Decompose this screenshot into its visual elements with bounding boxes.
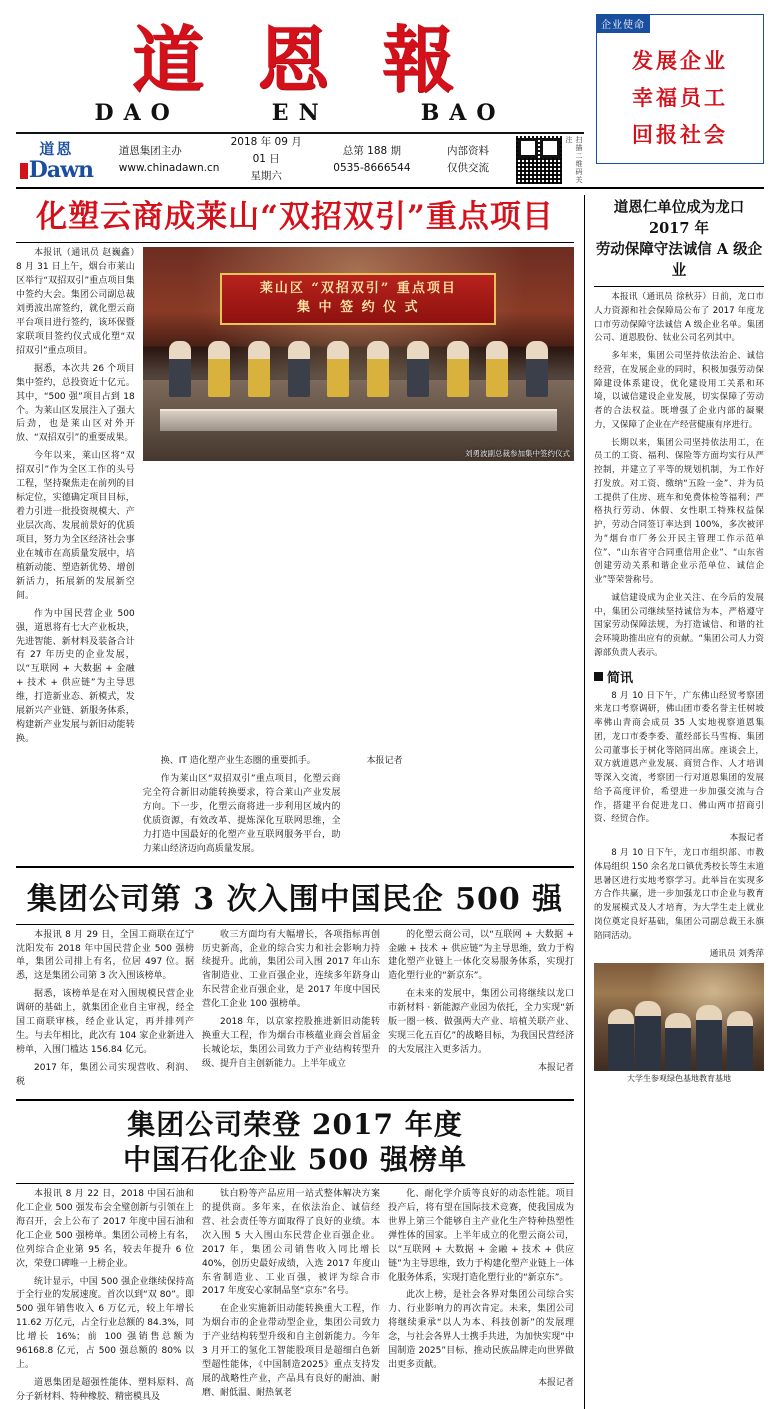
mid-p-3: 2017 年，集团公司实现营收、利润、税 bbox=[16, 1063, 195, 1087]
issue-date: 2018 年 09 月 01 日 bbox=[230, 136, 302, 166]
side-p-3: 长期以来，集团公司坚持依法用工，在员工的工资、福利、保险等方面均实行从严控制，并建立了平等的规划机制，为工作好打发放。对工资、缴纳“五险一金”、并为员工提供了住房、班车和免费体检等福利；严格执行劳动、休假、女性职工特殊权益保护，劳动合同签订率达到 100%，多次被评为“烟台市厂务公开民主管理工作示范单位”、“山东省守合同重信用企业”、“山东省创建劳动关系和谐企业示范单位、诚信企业”等荣誉称号。 bbox=[594, 437, 764, 586]
briefs-section-title bbox=[594, 667, 764, 686]
mid-p-5: 2018 年，以京家控股推进新旧动能转换重大工程，作为烟台市核蕴业商会首届金长城论坛，集团公司致力于产业结构转型升级、提升自主创新能力。上半年成立 bbox=[202, 1017, 381, 1069]
photo-banner-line-1: 莱山区 “双招双引” 重点项目 bbox=[259, 281, 457, 297]
photo-credit: 刘勇波副总裁参加集中签约仪式 bbox=[465, 449, 570, 459]
brand-logo-cn: 道恩 bbox=[39, 140, 74, 159]
lead-story-continued bbox=[16, 755, 574, 861]
publisher-info bbox=[107, 143, 220, 177]
brief-p-2: 8 月 10 日下午，龙口市组织部、市教体局组织 150 余名龙口镇优秀校长等生末道思暑区进行实地考察学习。此举旨在实现多方合作共赢，进一步加强龙口市企业与教育的发展模式及人才培育，为大学生走上就业岗位奠定良好基础，集团公司副总裁王永旗陪同活动。 bbox=[594, 848, 764, 941]
lead-p-4: 作为中国民营企业 500 强，道恩将有七大产业板块，先进智能、新材料及装备合计有 27 年历史的企业发展，以“互联网 + 大数据 + 金融 + 技术 + 供应链”为主导思维，打造新业态、新模式，发展新兴产业链、新服务体系，构建新产业发展与新旧动能转换。 bbox=[16, 608, 135, 745]
person-figure bbox=[169, 341, 191, 397]
lead-col-1b bbox=[16, 755, 135, 861]
low-col-3 bbox=[388, 1188, 574, 1409]
low-col-1 bbox=[16, 1188, 194, 1409]
mission-line-1: 发展企业 bbox=[632, 48, 728, 73]
side-p-4: 诚信建设成为企业关注、在今后的发展中，集团公司继续坚持诚信为本，严格遵守国家劳动保障法规，为打造诚信、和谐的社会环境助推出应有的贡献。“集团公司人力资源部负责人表示。 bbox=[594, 592, 764, 658]
low-signature: 本报记者 bbox=[537, 1378, 574, 1389]
mid-col-3 bbox=[388, 929, 574, 1094]
visitor-figure bbox=[635, 1001, 661, 1071]
brand-logo-en bbox=[20, 157, 94, 184]
mission-label: 企业使命 bbox=[596, 14, 650, 33]
low-p-1: 本报讯 8 月 22 日，2018 中国石油和化工企业 500 强发布会全璧创新与引领在上海召开，会上公布了 2017 年度中国石油和化工企业 500 强榜单。集团公司榜上有名，位列综合企业第 95 名，较去年提升 6 位次，荣登口碑唯一上榜企业。 bbox=[16, 1188, 195, 1269]
lead-photo-block bbox=[143, 247, 574, 751]
contact-phone: 0535-8666544 bbox=[333, 161, 411, 174]
masthead-info bbox=[16, 134, 584, 184]
side-p-1: 本报讯（通讯员 徐秋芬）日前，龙口市人力资源和社会保障局公布了 2017 年度龙口市劳动保障守法诚信 A 级企业名单。集团公司、道恩股份、钛业公司名列其中。 bbox=[594, 292, 764, 344]
issue-number: 总第 188 期 bbox=[342, 144, 402, 157]
side-headline-line-1: 道恩仁单位成为龙口 2017 年 bbox=[613, 199, 745, 238]
education-base-photo-caption: 大学生参观绿色基地教育基地 bbox=[627, 1074, 731, 1084]
lead-p-7: 作为莱山区“双招双引”重点项目，化塑云商完全符合新旧动能转换要求，符合莱山产业发展方向。下一步，化塑云商将进一步利用区域内的优质资源，有效改革、提炼深化互联网思维，全力打造中国最好的化塑产业互联网服务平台，助力莱山经济迈向高质量发展。 bbox=[142, 773, 341, 854]
exchange-label: 仅供交流 bbox=[447, 161, 490, 174]
mission-line-3: 回报社会 bbox=[632, 121, 728, 147]
mid-p-7: 在未来的发展中，集团公司将继续以龙口市新材料 · 新能源产业园为依托，全力实现“新版一圈一核、做强两大产业、培植关联产业、实现三化五百亿”的战略目标，为我国民营经济的大发展注入更多活力。 bbox=[388, 989, 574, 1056]
lead-story bbox=[16, 247, 574, 751]
low-p-6: 化、耐化学介质等良好的动态性能。项目投产后，将有望在国际技术竞赛，使我国成为世界上第三个能够自主产业化生产特种热塑性弹性体的国家。上半年成立的化塑云商公司，以“互联网 + 大数据 + 金融 + 技术 + 供应链”为主导思维，致力于构建化塑产业链上一体化服务体系，实现打造化塑行业的“新京东”。 bbox=[388, 1188, 574, 1283]
side-column bbox=[584, 195, 764, 1409]
mid-headline: 集团公司第 3 次入围中国民企 500 强 bbox=[26, 881, 564, 917]
low-story bbox=[16, 1188, 574, 1409]
photo-banner-line-2: 集 中 签 约 仪 式 bbox=[297, 300, 420, 316]
person-figure bbox=[327, 341, 349, 397]
publisher: 道恩集团主办 bbox=[118, 144, 182, 157]
date-info bbox=[215, 134, 318, 184]
paper-title-pinyin bbox=[16, 100, 584, 126]
low-rule-top bbox=[16, 1099, 574, 1101]
person-figure bbox=[208, 341, 230, 397]
brand-logo bbox=[16, 138, 97, 184]
mission-lines bbox=[603, 43, 757, 153]
page-title: 道 恩 報 bbox=[131, 17, 469, 102]
person-figure bbox=[486, 341, 508, 397]
briefs-title-text: 简讯 bbox=[607, 670, 634, 686]
distribution-info bbox=[426, 143, 510, 177]
education-base-photo bbox=[594, 963, 764, 1071]
low-rule-bottom bbox=[16, 1183, 574, 1184]
side-headline-line-2: 劳动保障守法诚信 A 级企业 bbox=[595, 241, 763, 280]
side-headline bbox=[594, 197, 764, 281]
brand-logo-en-text: Dawn bbox=[28, 157, 94, 184]
mission-box bbox=[596, 14, 764, 164]
brief-2-signature: 通讯员 刘秀萍 bbox=[709, 949, 764, 960]
lead-rule bbox=[16, 242, 574, 243]
lead-p-3: 今年以来，莱山区将“双招双引”作为全区工作的头号工程，坚持聚焦走在前列的目标定位，实德确定项目目标，着力引进一批投资规模大、产业层次高、发展前景好的优质项目，努力为全区经济社会事业在城市在高质量发展中，培植新动能、塑造新优势、增创新活力，拓展新的发展新空间。 bbox=[16, 451, 135, 601]
qr-code-label: 扫描二维码关注 bbox=[564, 135, 583, 184]
mid-p-4: 收三方面均有大幅增长，各项指标再创历史新高，企业的综合实力和社会影响力持续提升。此前，集团公司入围 2017 年山东省制造业、工业百强企业，连续多年跻身山东民营企业百强企业，是 2017 年度中国民营化工企业 100 强榜单。 bbox=[202, 929, 381, 1010]
lead-headline: 化塑云商成莱山“双招双引”重点项目 bbox=[36, 199, 554, 235]
content-area bbox=[16, 195, 764, 1409]
masthead bbox=[16, 14, 764, 182]
issue-info bbox=[318, 143, 427, 177]
brief-p-1: 8 月 10 日下午，广东佛山经贸考察团来龙口考察调研，佛山团市委名誉主任树坡率佛山青商会成员 35 人实地视察道恩集团，龙口市委李委、董经部长马雪梅、集团公司董事长于树化等陪同出席。座谈会上，双方就道恩产业发展、商贸合作、人才培训等深入交流，考察团一行对道恩集团的发展给予高度评价，希望进一步加强交流与合作，搭建平台促进龙口、佛山两市招商引资、经贸合作。 bbox=[594, 690, 764, 825]
low-p-7: 此次上榜，是社会各界对集团公司综合实力、行业影响力的再次肯定。未来，集团公司将继续秉承“以人为本、科技创新”的发展理念，与社会各界人士携手共进，为加快实现“中国制造 2025”目标、推动民族品牌走向世界做出更多贡献。 bbox=[388, 1290, 574, 1371]
lead-p-6: 换、IT 造化塑产业生态圈的重要抓手。 bbox=[160, 756, 316, 766]
mid-rule-top bbox=[16, 866, 574, 868]
low-p-3: 道恩集团是超强性能体、塑料原料、高分子新材料、特种橡胶、精密模具及 bbox=[16, 1378, 195, 1402]
lead-col-3 bbox=[349, 755, 575, 861]
website[interactable]: www.chinadawn.cn bbox=[118, 161, 220, 174]
visitor-figure bbox=[696, 1005, 722, 1071]
mid-p-2: 据悉，该榜单是在对入围规模民营企业调研的基础上，就集团企业自主审视，经全国工商联审核，经企业认定，再并排列产生。与去年相比，此次有 104 家企业新进入榜单，入围门槛达 156.84 亿元。 bbox=[16, 989, 195, 1056]
lead-p-2: 据悉，本次共 26 个项目集中签约，总投资近十亿元。其中，“500 强”项目占到 18 个。为莱山区发展注入了强大后劲，也是莱山区对外开放、“双招双引”的重要成果。 bbox=[16, 363, 135, 444]
pinyin-3: BAO bbox=[420, 99, 506, 126]
mid-col-1 bbox=[16, 929, 194, 1094]
side-rule bbox=[594, 286, 764, 287]
main-column bbox=[16, 195, 584, 1409]
low-p-5: 在企业实施新旧动能转换重大工程，作为烟台市的企业带动型企业，集团公司致力于产业结构转型升级和自主创新能力。今年 3 月开工的氢化工智能股项目是超细白色新型超性能体，《中国制造2025》重点支持发展的战略性产业，产品具有良好的耐油、耐磨、耐低温、耐热氧老 bbox=[202, 1304, 381, 1398]
low-headline-line-2: 中国石化企业 500 强榜单 bbox=[123, 1142, 467, 1176]
low-headline bbox=[16, 1107, 574, 1177]
signing-ceremony-photo bbox=[143, 247, 574, 461]
issue-weekday: 星期六 bbox=[250, 170, 282, 182]
brief-1-signature: 本报记者 bbox=[729, 833, 764, 844]
low-p-4: 钛白粉等产品应用一站式整体解决方案的提供商。多年来，在依法治企、诚信经营、社会责任等方面取得了良好的业绩。本次入围 5 大入围山东民营企业百强企业。2017 年，集团公司销售收入同比增长 40%，创历史最好成绩，入选 2017 年度山东省制造业、工业百强，被评为综合市 2017 年度安心家制品坚“京东”名号。 bbox=[202, 1188, 381, 1297]
mid-signature: 本报记者 bbox=[537, 1063, 574, 1073]
mid-story bbox=[16, 929, 574, 1094]
low-headline-line-1: 集团公司荣登 2017 年度 bbox=[127, 1107, 463, 1141]
pinyin-2: EN bbox=[271, 99, 329, 126]
low-col-2 bbox=[202, 1188, 380, 1409]
person-figure bbox=[447, 341, 469, 397]
lead-p-8: 本报记者 bbox=[366, 756, 403, 766]
square-bullet-icon bbox=[594, 672, 603, 681]
mid-rule-bottom bbox=[16, 924, 574, 925]
signing-desk bbox=[160, 409, 557, 431]
brief-2 bbox=[594, 847, 764, 943]
person-figure bbox=[407, 341, 429, 397]
qr-code-icon[interactable] bbox=[516, 136, 562, 184]
visitor-figure bbox=[665, 1013, 691, 1071]
mid-col-2 bbox=[202, 929, 380, 1094]
lead-p-1: 本报讯（通讯员 赵巍鑫）8 月 31 日上午，烟台市莱山区举行“双招双引”重点项目集中签约大会。集团公司副总裁刘勇波出席签约，就化塑云商平台项目进行签约，该环保暨家联项目签约仪式成化塑“双招双引”重点项目。 bbox=[16, 248, 135, 356]
person-figure bbox=[367, 341, 389, 397]
person-figure bbox=[288, 341, 310, 397]
mission-line-2: 幸福员工 bbox=[632, 84, 728, 110]
visitor-figure bbox=[727, 1011, 753, 1071]
mid-p-1: 本报讯 8 月 29 日，全国工商联在辽宁沈阳发布 2018 年中国民营企业 500 强榜单，集团公司排上有名，位居 497 位。据悉，这是集团公司第 3 次入围该榜单。 bbox=[16, 929, 195, 982]
brief-1 bbox=[594, 690, 764, 828]
person-figure bbox=[526, 341, 548, 397]
visitor-figure bbox=[608, 1009, 634, 1071]
lead-col-1 bbox=[16, 247, 135, 751]
logo-mark-icon bbox=[20, 163, 28, 179]
masthead-bottom-rule bbox=[16, 187, 764, 189]
side-p-2: 多年来，集团公司坚持依法治企、诚信经营，在发展企业的同时，积极加强劳动保障建设体系建设，优化建设用工关系和环境，以诚信建设企业发展，切实保障了劳动者的合法权益。既增强了企业内部的凝聚力，又保障了企业在产经营健康有序进行。 bbox=[594, 351, 764, 430]
side-article bbox=[594, 291, 764, 661]
photo-banner bbox=[220, 273, 496, 325]
person-figure bbox=[248, 341, 270, 397]
mid-p-6: 的化塑云商公司，以“互联网 + 大数据 + 金融 + 技术 + 供应链”为主导思维，致力于构建化塑产业链上一体化交易服务体系，实现打造化塑行业的“新京东”。 bbox=[388, 929, 574, 982]
masthead-left bbox=[16, 14, 584, 184]
pinyin-1: DAO bbox=[94, 99, 180, 126]
low-p-2: 统计显示，中国 500 强企业继续保持高于全行业的发展速度。首次以到“双 80”。即 500 强年销售收入 6 万亿元，较上年增长 11.62 万亿元，占全行业总额的 84.3%，同比增长 16%；前 100 强销售总额为 96168.8 亿元，占 500 强总额的 80% 以上。 bbox=[16, 1276, 195, 1371]
lead-col-2 bbox=[143, 755, 341, 861]
people-row bbox=[169, 331, 549, 397]
internal-label: 内部资料 bbox=[447, 144, 490, 157]
